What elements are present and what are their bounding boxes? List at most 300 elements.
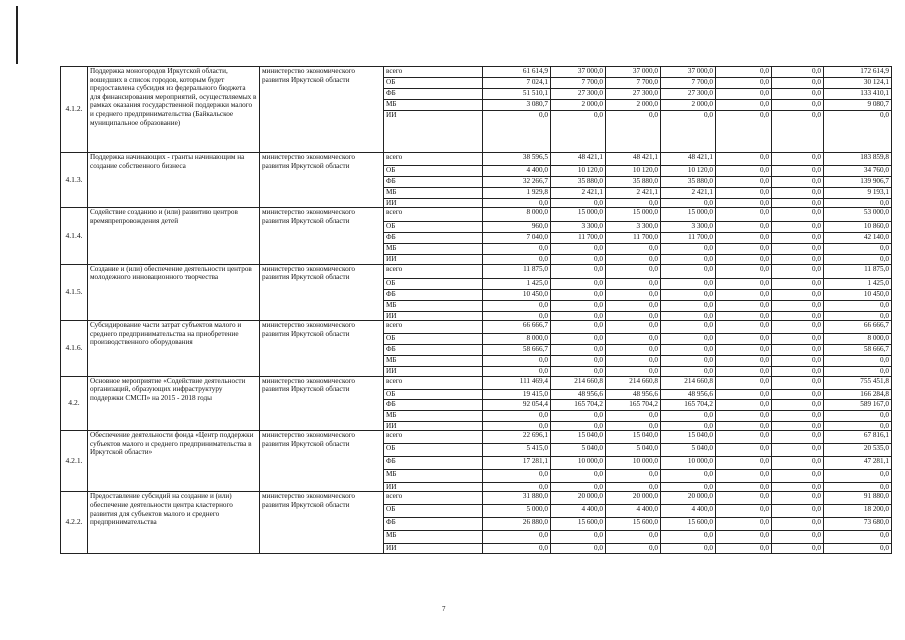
amount-cell: 0,0 [661,356,716,367]
amount-cell: 0,0 [772,67,824,78]
amount-cell: 0,0 [661,199,716,208]
amount-cell: 0,0 [716,470,772,483]
funding-source: всего [384,67,483,78]
amount-cell: 4 400,0 [483,166,551,177]
amount-cell: 0,0 [606,356,661,367]
amount-cell: 15 000,0 [606,208,661,222]
amount-cell: 0,0 [772,531,824,544]
amount-cell: 0,0 [772,255,824,264]
amount-cell: 0,0 [824,483,892,492]
amount-cell: 0,0 [661,289,716,300]
amount-cell: 0,0 [824,255,892,264]
measure-code: 4.1.2. [61,67,88,153]
funding-source: всего [384,153,483,166]
amount-cell: 0,0 [483,544,551,553]
amount-cell: 7 024,1 [483,78,551,89]
amount-cell: 0,0 [661,111,716,153]
funding-source: МБ [384,410,483,421]
amount-cell: 165 704,2 [661,399,716,410]
amount-cell: 0,0 [483,311,551,320]
funding-source: всего [384,376,483,389]
amount-cell: 0,0 [824,244,892,255]
amount-cell: 48 421,1 [661,153,716,166]
funding-source: ОБ [384,505,483,518]
amount-cell: 48 956,6 [661,389,716,399]
amount-cell: 0,0 [661,544,716,553]
funding-source: ФБ [384,177,483,188]
table-row [61,67,892,78]
amount-cell: 183 859,8 [824,153,892,166]
amount-cell: 0,0 [716,367,772,376]
amount-cell: 15 000,0 [551,208,606,222]
amount-cell: 0,0 [661,311,716,320]
measure-code: 4.1.5. [61,264,88,320]
amount-cell: 48 956,6 [551,389,606,399]
amount-cell: 0,0 [551,544,606,553]
amount-cell: 0,0 [824,300,892,311]
funding-source: ИИ [384,111,483,153]
measure-name: Поддержка начинающих - гранты начинающим на создание собственного бизнеса [88,153,260,208]
amount-cell: 8 000,0 [483,208,551,222]
funding-source: МБ [384,300,483,311]
amount-cell: 0,0 [716,518,772,531]
amount-cell: 10 000,0 [661,457,716,470]
funding-source: ИИ [384,483,483,492]
amount-cell: 9 193,1 [824,188,892,199]
amount-cell: 0,0 [824,470,892,483]
table-row [61,431,892,444]
amount-cell: 0,0 [661,470,716,483]
amount-cell: 0,0 [551,321,606,334]
funding-source: ФБ [384,289,483,300]
amount-cell: 2 000,0 [551,100,606,111]
amount-cell: 0,0 [716,376,772,389]
amount-cell: 37 000,0 [661,67,716,78]
table-row [61,264,892,278]
amount-cell: 20 000,0 [606,492,661,505]
funding-source: МБ [384,188,483,199]
measure-executor: министерство экономического развития Иркутской области [260,153,384,208]
amount-cell: 37 000,0 [606,67,661,78]
measure-executor: министерство экономического развития Иркутской области [260,208,384,264]
amount-cell: 0,0 [772,345,824,356]
amount-cell: 0,0 [772,492,824,505]
amount-cell: 0,0 [716,492,772,505]
amount-cell: 0,0 [824,111,892,153]
amount-cell: 0,0 [716,410,772,421]
amount-cell: 27 300,0 [606,89,661,100]
amount-cell: 2 421,1 [606,188,661,199]
amount-cell: 7 040,0 [483,233,551,244]
amount-cell: 0,0 [772,376,824,389]
table-row [61,153,892,166]
amount-cell: 8 000,0 [824,334,892,345]
amount-cell: 0,0 [772,421,824,430]
amount-cell: 0,0 [772,321,824,334]
funding-source: всего [384,492,483,505]
amount-cell: 8 000,0 [483,334,551,345]
measure-executor: министерство экономического развития Иркутской области [260,264,384,320]
amount-cell: 0,0 [483,470,551,483]
amount-cell: 0,0 [772,199,824,208]
funding-source: ОБ [384,334,483,345]
amount-cell: 755 451,8 [824,376,892,389]
funding-source: всего [384,264,483,278]
amount-cell: 66 666,7 [824,321,892,334]
amount-cell: 0,0 [716,67,772,78]
amount-cell: 133 410,1 [824,89,892,100]
amount-cell: 4 400,0 [551,505,606,518]
amount-cell: 0,0 [772,208,824,222]
amount-cell: 0,0 [551,334,606,345]
amount-cell: 0,0 [716,389,772,399]
amount-cell: 0,0 [606,289,661,300]
amount-cell: 0,0 [606,255,661,264]
amount-cell: 0,0 [551,199,606,208]
amount-cell: 0,0 [483,367,551,376]
amount-cell: 0,0 [716,321,772,334]
funding-source: МБ [384,244,483,255]
amount-cell: 0,0 [606,111,661,153]
measure-name: Обеспечение деятельности фонда «Центр поддержки субъектов малого и среднего предпринимательства в Иркутской области» [88,431,260,492]
amount-cell: 0,0 [716,399,772,410]
amount-cell: 4 400,0 [661,505,716,518]
measure-executor: министерство экономического развития Иркутской области [260,431,384,492]
measure-name: Поддержка моногородов Иркутской области, вошедших в список городов, которым будет предоставлена субсидия из федерального бюджета для финансирования мероприятий, осуществляемых в рамках оказания государственной поддержки малого и среднего предпринимательства (Байкальское муниципальное образование) [88,67,260,153]
amount-cell: 0,0 [661,278,716,289]
amount-cell: 67 816,1 [824,431,892,444]
amount-cell: 0,0 [716,278,772,289]
amount-cell: 0,0 [606,300,661,311]
measure-code: 4.2.1. [61,431,88,492]
amount-cell: 0,0 [551,421,606,430]
funding-source: ОБ [384,278,483,289]
amount-cell: 0,0 [772,431,824,444]
amount-cell: 27 300,0 [661,89,716,100]
amount-cell: 0,0 [551,531,606,544]
funding-source: всего [384,208,483,222]
amount-cell: 0,0 [772,278,824,289]
measure-code: 4.1.6. [61,321,88,376]
amount-cell: 214 660,8 [551,376,606,389]
amount-cell: 11 875,0 [824,264,892,278]
amount-cell: 0,0 [551,367,606,376]
amount-cell: 0,0 [606,321,661,334]
amount-cell: 5 415,0 [483,444,551,457]
amount-cell: 35 880,0 [606,177,661,188]
amount-cell: 0,0 [716,444,772,457]
amount-cell: 0,0 [716,222,772,233]
left-margin-line [16,6,18,64]
amount-cell: 0,0 [716,505,772,518]
amount-cell: 11 700,0 [606,233,661,244]
amount-cell: 0,0 [483,199,551,208]
amount-cell: 0,0 [551,289,606,300]
measure-executor: министерство экономического развития Иркутской области [260,376,384,430]
amount-cell: 1 425,0 [824,278,892,289]
amount-cell: 0,0 [483,356,551,367]
amount-cell: 4 400,0 [606,505,661,518]
amount-cell: 73 680,0 [824,518,892,531]
amount-cell: 53 000,0 [824,208,892,222]
amount-cell: 0,0 [772,367,824,376]
measure-code: 4.2. [61,376,88,430]
amount-cell: 0,0 [661,300,716,311]
amount-cell: 0,0 [551,111,606,153]
amount-cell: 0,0 [716,111,772,153]
amount-cell: 0,0 [824,199,892,208]
budget-table [60,66,892,554]
funding-source: ИИ [384,421,483,430]
amount-cell: 0,0 [661,244,716,255]
measure-name: Создание и (или) обеспечение деятельности центров молодежного инновационного творчества [88,264,260,320]
amount-cell: 0,0 [772,166,824,177]
amount-cell: 0,0 [772,410,824,421]
amount-cell: 0,0 [551,356,606,367]
amount-cell: 11 700,0 [551,233,606,244]
amount-cell: 0,0 [716,345,772,356]
amount-cell: 0,0 [772,544,824,553]
amount-cell: 3 300,0 [551,222,606,233]
amount-cell: 0,0 [772,483,824,492]
amount-cell: 0,0 [716,255,772,264]
amount-cell: 0,0 [716,100,772,111]
budget-table-wrapper [60,66,892,554]
amount-cell: 0,0 [661,255,716,264]
amount-cell: 0,0 [716,264,772,278]
amount-cell: 0,0 [606,278,661,289]
amount-cell: 139 906,7 [824,177,892,188]
amount-cell: 0,0 [716,421,772,430]
amount-cell: 0,0 [551,410,606,421]
amount-cell: 15 600,0 [606,518,661,531]
amount-cell: 0,0 [661,334,716,345]
funding-source: МБ [384,356,483,367]
amount-cell: 7 700,0 [661,78,716,89]
funding-source: ИИ [384,255,483,264]
amount-cell: 0,0 [661,421,716,430]
amount-cell: 0,0 [824,356,892,367]
amount-cell: 0,0 [606,345,661,356]
measure-name: Содействие созданию и (или) развитию центров времяпрепровождения детей [88,208,260,264]
amount-cell: 0,0 [606,483,661,492]
amount-cell: 0,0 [716,233,772,244]
amount-cell: 31 880,0 [483,492,551,505]
table-row [61,492,892,505]
amount-cell: 10 120,0 [551,166,606,177]
amount-cell: 22 696,1 [483,431,551,444]
amount-cell: 0,0 [483,300,551,311]
amount-cell: 48 421,1 [551,153,606,166]
funding-source: ФБ [384,233,483,244]
amount-cell: 42 140,0 [824,233,892,244]
amount-cell: 0,0 [772,518,824,531]
amount-cell: 0,0 [716,356,772,367]
amount-cell: 2 000,0 [661,100,716,111]
amount-cell: 0,0 [772,188,824,199]
amount-cell: 15 040,0 [551,431,606,444]
funding-source: ФБ [384,345,483,356]
amount-cell: 0,0 [606,334,661,345]
amount-cell: 18 200,0 [824,505,892,518]
amount-cell: 0,0 [483,531,551,544]
amount-cell: 9 080,7 [824,100,892,111]
amount-cell: 0,0 [716,199,772,208]
amount-cell: 0,0 [606,367,661,376]
amount-cell: 2 421,1 [551,188,606,199]
amount-cell: 0,0 [551,483,606,492]
amount-cell: 20 000,0 [551,492,606,505]
amount-cell: 0,0 [716,208,772,222]
amount-cell: 0,0 [772,264,824,278]
table-row [61,376,892,389]
funding-source: ФБ [384,399,483,410]
amount-cell: 0,0 [661,531,716,544]
amount-cell: 1 929,8 [483,188,551,199]
funding-source: МБ [384,531,483,544]
amount-cell: 15 000,0 [661,208,716,222]
amount-cell: 26 880,0 [483,518,551,531]
amount-cell: 0,0 [772,444,824,457]
amount-cell: 0,0 [824,531,892,544]
amount-cell: 0,0 [824,410,892,421]
amount-cell: 48 956,6 [606,389,661,399]
amount-cell: 0,0 [772,334,824,345]
amount-cell: 0,0 [661,321,716,334]
amount-cell: 0,0 [772,457,824,470]
amount-cell: 0,0 [716,289,772,300]
amount-cell: 20 535,0 [824,444,892,457]
amount-cell: 10 450,0 [824,289,892,300]
funding-source: ФБ [384,457,483,470]
amount-cell: 0,0 [716,431,772,444]
amount-cell: 0,0 [716,89,772,100]
amount-cell: 111 469,4 [483,376,551,389]
amount-cell: 0,0 [483,410,551,421]
amount-cell: 0,0 [551,255,606,264]
amount-cell: 0,0 [824,421,892,430]
amount-cell: 92 054,4 [483,399,551,410]
amount-cell: 960,0 [483,222,551,233]
amount-cell: 0,0 [716,188,772,199]
amount-cell: 61 614,9 [483,67,551,78]
measure-name: Основное мероприятие «Содействие деятельности организаций, образующих инфраструктуру поддержки СМСП» на 2015 - 2018 годы [88,376,260,430]
amount-cell: 0,0 [716,334,772,345]
amount-cell: 0,0 [606,264,661,278]
amount-cell: 0,0 [772,111,824,153]
amount-cell: 38 596,5 [483,153,551,166]
amount-cell: 58 666,7 [483,345,551,356]
measure-executor: министерство экономического развития Иркутской области [260,492,384,553]
funding-source: ОБ [384,222,483,233]
amount-cell: 0,0 [606,531,661,544]
measure-name: Субсидирование части затрат субъектов малого и среднего предпринимательства на приобретение производственного оборудования [88,321,260,376]
amount-cell: 0,0 [772,505,824,518]
amount-cell: 0,0 [716,78,772,89]
amount-cell: 3 300,0 [606,222,661,233]
amount-cell: 10 120,0 [606,166,661,177]
amount-cell: 0,0 [716,177,772,188]
amount-cell: 10 860,0 [824,222,892,233]
amount-cell: 17 281,1 [483,457,551,470]
amount-cell: 48 421,1 [606,153,661,166]
amount-cell: 0,0 [772,356,824,367]
funding-source: ИИ [384,199,483,208]
amount-cell: 0,0 [551,311,606,320]
amount-cell: 0,0 [483,421,551,430]
funding-source: ИИ [384,367,483,376]
funding-source: ФБ [384,518,483,531]
funding-source: ФБ [384,89,483,100]
amount-cell: 20 000,0 [661,492,716,505]
funding-source: ИИ [384,311,483,320]
amount-cell: 166 284,8 [824,389,892,399]
amount-cell: 0,0 [772,470,824,483]
amount-cell: 91 880,0 [824,492,892,505]
amount-cell: 172 614,9 [824,67,892,78]
amount-cell: 5 040,0 [551,444,606,457]
amount-cell: 0,0 [772,100,824,111]
amount-cell: 51 510,1 [483,89,551,100]
measure-executor: министерство экономического развития Иркутской области [260,67,384,153]
amount-cell: 0,0 [661,264,716,278]
funding-source: ИИ [384,544,483,553]
funding-source: ОБ [384,166,483,177]
amount-cell: 34 760,0 [824,166,892,177]
amount-cell: 15 600,0 [551,518,606,531]
amount-cell: 5 040,0 [661,444,716,457]
amount-cell: 7 700,0 [606,78,661,89]
amount-cell: 0,0 [772,233,824,244]
amount-cell: 1 425,0 [483,278,551,289]
amount-cell: 15 040,0 [606,431,661,444]
amount-cell: 0,0 [716,531,772,544]
amount-cell: 0,0 [772,89,824,100]
amount-cell: 0,0 [772,177,824,188]
funding-source: ОБ [384,389,483,399]
amount-cell: 0,0 [551,244,606,255]
amount-cell: 0,0 [606,410,661,421]
amount-cell: 0,0 [483,111,551,153]
amount-cell: 66 666,7 [483,321,551,334]
amount-cell: 0,0 [606,544,661,553]
amount-cell: 10 120,0 [661,166,716,177]
funding-source: всего [384,431,483,444]
amount-cell: 3 080,7 [483,100,551,111]
amount-cell: 0,0 [551,345,606,356]
table-body [61,67,892,554]
measure-code: 4.2.2. [61,492,88,553]
amount-cell: 0,0 [716,457,772,470]
amount-cell: 589 167,0 [824,399,892,410]
amount-cell: 214 660,8 [606,376,661,389]
amount-cell: 7 700,0 [551,78,606,89]
measure-code: 4.1.3. [61,153,88,208]
measure-executor: министерство экономического развития Иркутской области [260,321,384,376]
measure-name: Предоставление субсидий на создание и (или) обеспечение деятельности центра кластерного развития для субъектов малого и среднего предпринимательства [88,492,260,553]
amount-cell: 0,0 [551,300,606,311]
table-row [61,208,892,222]
amount-cell: 0,0 [772,78,824,89]
amount-cell: 58 666,7 [824,345,892,356]
amount-cell: 0,0 [661,367,716,376]
amount-cell: 0,0 [661,345,716,356]
amount-cell: 15 040,0 [661,431,716,444]
amount-cell: 47 281,1 [824,457,892,470]
amount-cell: 0,0 [606,311,661,320]
amount-cell: 0,0 [716,166,772,177]
amount-cell: 35 880,0 [551,177,606,188]
